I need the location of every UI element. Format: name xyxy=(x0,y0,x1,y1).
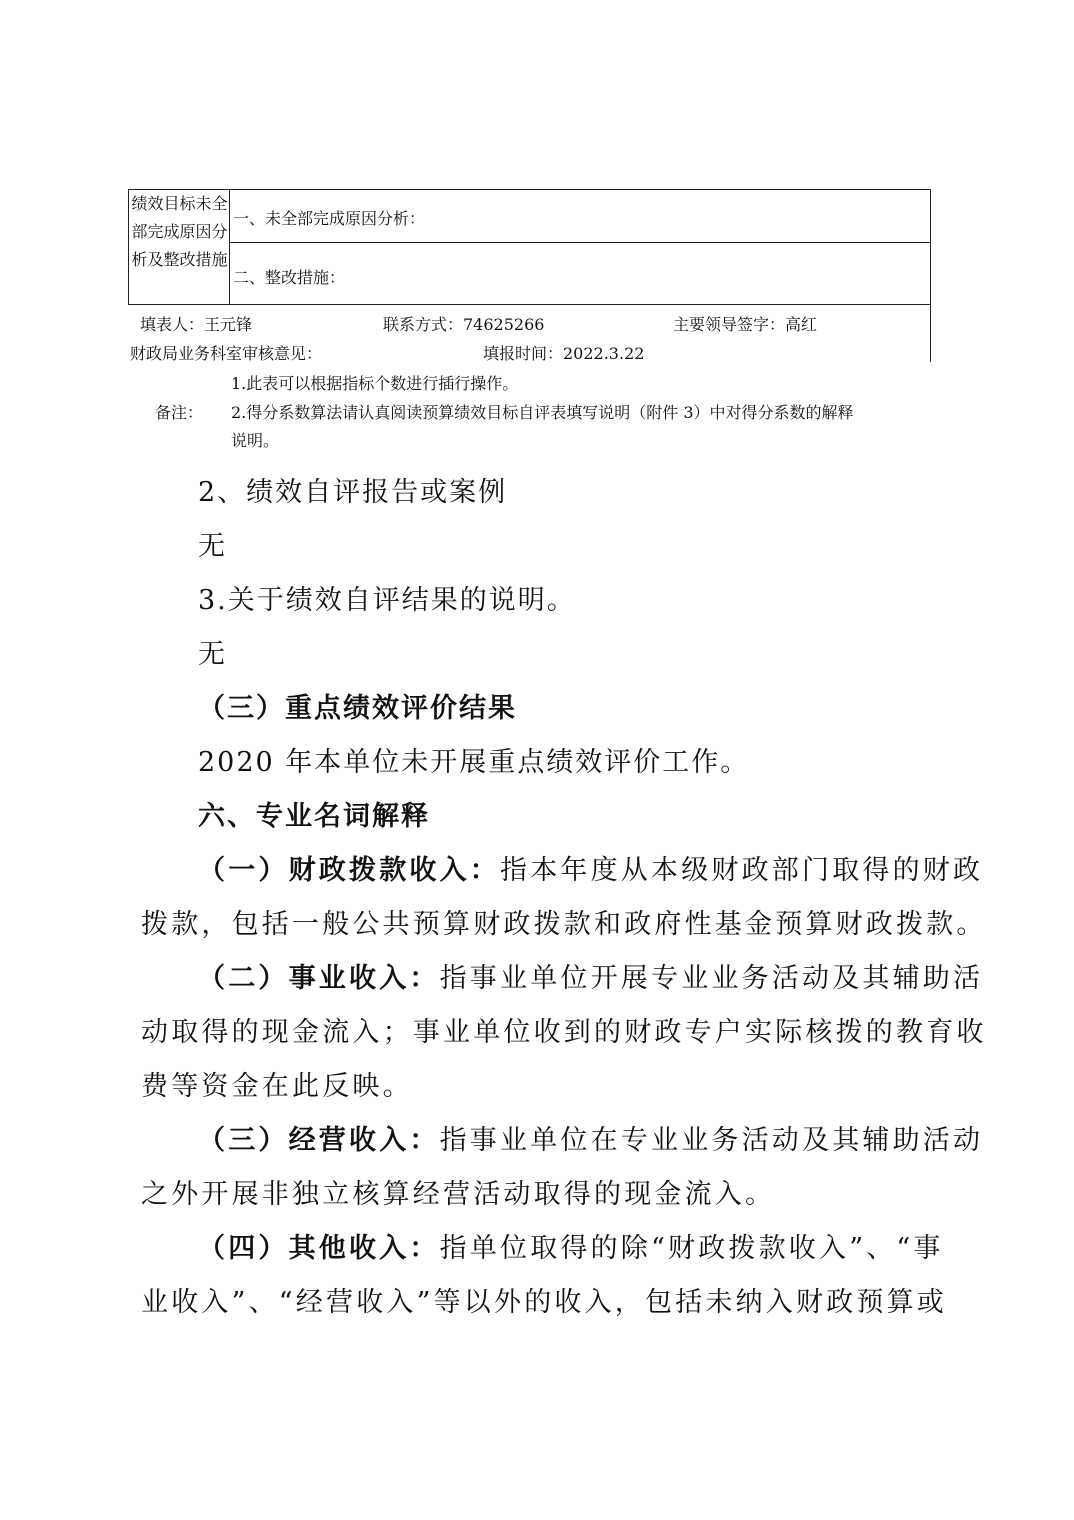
table-right-tail xyxy=(930,304,931,362)
text-none-1: 无 xyxy=(198,531,227,562)
term-text: 指事业单位在专业业务活动及其辅助活动 xyxy=(439,1125,984,1156)
leader-signature: 主要领导签字：高红 xyxy=(673,315,818,334)
term-paragraph-1-line2: 拨款，包括一般公共预算财政拨款和政府性基金预算财政拨款。 xyxy=(141,909,987,940)
remarks-label: 备注： xyxy=(155,403,204,422)
term-paragraph-4-line2: 业收入”、“经营收入”等以外的收入，包括未纳入财政预算或 xyxy=(141,1287,948,1318)
term-paragraph-2-line3: 费等资金在此反映。 xyxy=(141,1071,413,1102)
remarks-note-2-cont: 说明。 xyxy=(231,431,280,450)
term-title: （二）事业收入： xyxy=(198,963,440,994)
term-text: 指单位取得的除“财政拨款收入”、“事 xyxy=(439,1233,944,1264)
term-paragraph-4 xyxy=(198,1226,944,1265)
heading-self-evaluation-report: 2、绩效自评报告或案例 xyxy=(198,477,508,508)
term-text: 指事业单位开展专业业务活动及其辅助活 xyxy=(439,963,984,994)
term-paragraph-3 xyxy=(198,1118,983,1157)
term-title: （一）财政拨款收入： xyxy=(198,855,500,886)
heading-terms: 六、专业名词解释 xyxy=(198,801,430,832)
term-title: （三）经营收入： xyxy=(198,1125,440,1156)
table-row-divider xyxy=(229,242,931,243)
term-paragraph-1 xyxy=(198,848,983,887)
table-row-analysis: 一、未全部完成原因分析： xyxy=(233,209,426,228)
term-paragraph-2 xyxy=(198,956,983,995)
remarks-note-2: 2.得分系数算法请认真阅读预算绩效目标自评表填写说明（附件 3）中对得分系数的解释 xyxy=(231,403,854,422)
term-paragraph-3-line2: 之外开展非独立核算经营活动取得的现金流入。 xyxy=(141,1179,776,1210)
text-none-2: 无 xyxy=(198,639,227,670)
fill-time: 填报时间：2022.3.22 xyxy=(483,344,645,363)
heading-key-evaluation: （三）重点绩效评价结果 xyxy=(198,693,517,724)
contact-info: 联系方式：74625266 xyxy=(383,315,545,334)
review-opinion: 财政局业务科室审核意见： xyxy=(130,344,323,363)
table-label-cell: 绩效目标未全部完成原因分析及整改措施 xyxy=(131,194,228,269)
table-row-measures: 二、整改措施： xyxy=(233,268,346,287)
term-paragraph-2-line2: 动取得的现金流入；事业单位收到的财政专户实际核拨的教育收 xyxy=(141,1017,987,1048)
heading-evaluation-result: 3.关于绩效自评结果的说明。 xyxy=(198,585,576,616)
filler-name: 填表人：王元锋 xyxy=(140,315,253,334)
remarks-note-1: 1.此表可以根据指标个数进行插行操作。 xyxy=(231,374,519,393)
term-text: 指本年度从本级财政部门取得的财政 xyxy=(500,855,984,886)
term-title: （四）其他收入： xyxy=(198,1233,440,1264)
text-key-evaluation: 2020 年本单位未开展重点绩效评价工作。 xyxy=(198,747,750,778)
